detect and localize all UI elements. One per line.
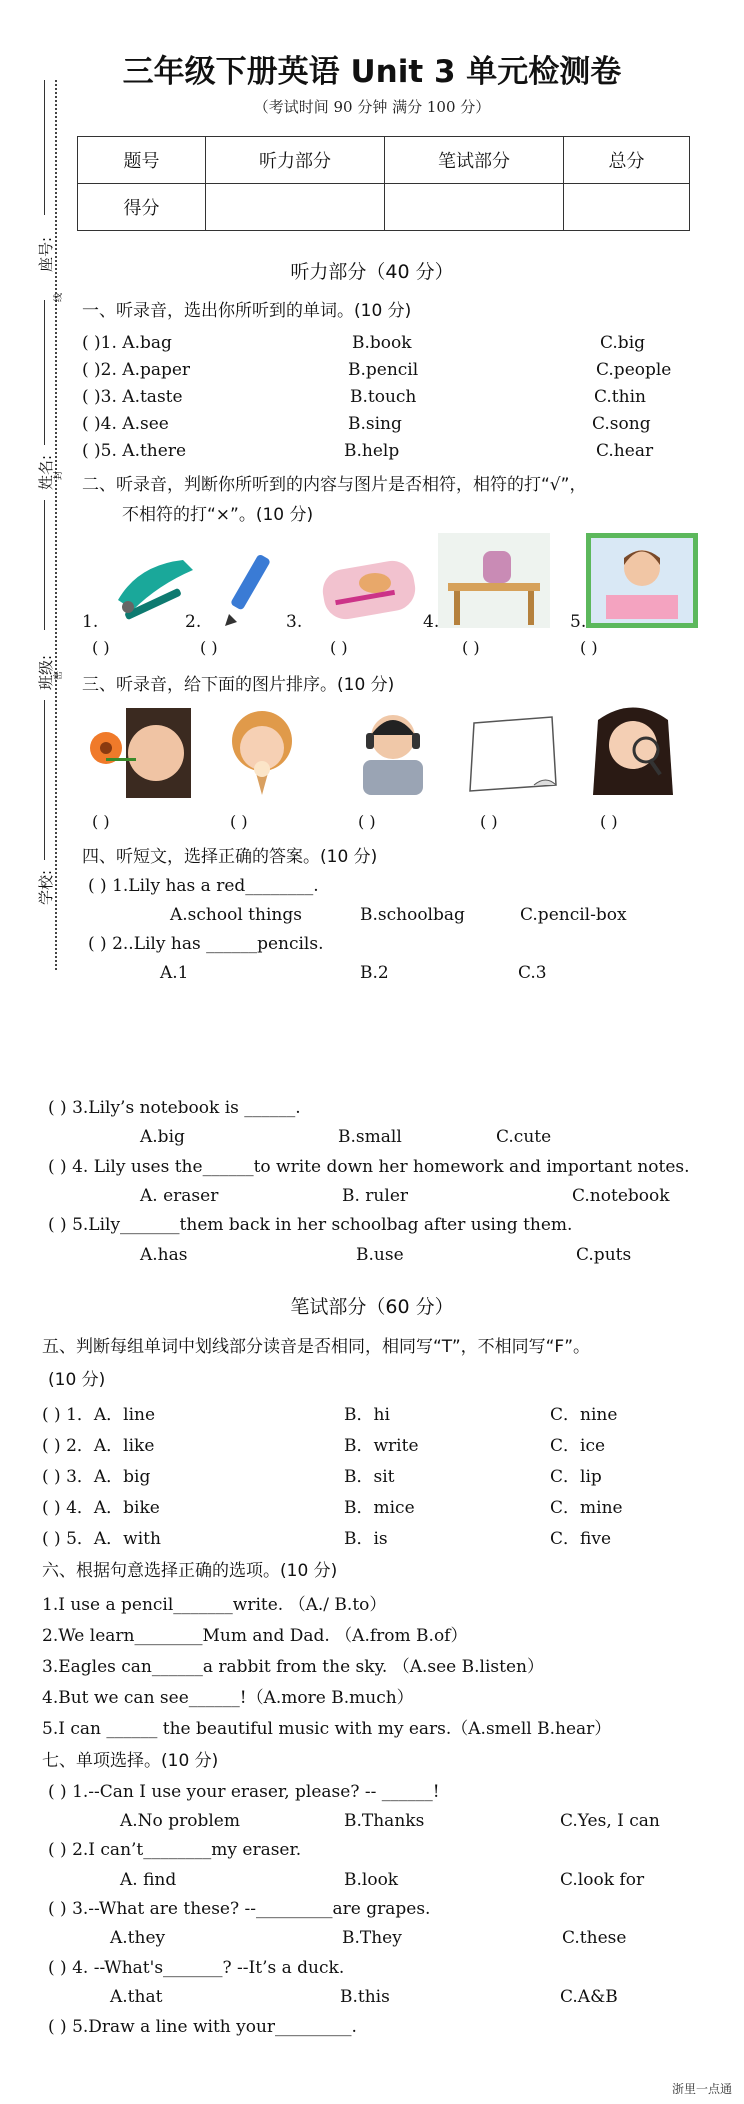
s3-answer-4[interactable]: ( ) — [480, 812, 498, 831]
table-row-label: 得分 — [78, 184, 206, 231]
s1-q5-b: B.help — [344, 441, 400, 461]
s2-num-4: 4. — [423, 612, 440, 632]
s5-row-1-c: C．nine — [550, 1405, 618, 1425]
s7-q4-c: C.A&B — [560, 1987, 618, 2007]
s5-row-5-b: B．is — [344, 1529, 388, 1549]
s5-row-5-c: C．five — [550, 1529, 612, 1549]
blank-paper-picture — [464, 715, 559, 795]
section-5-title: 五、判断每组单词中划线部分读音是否相同，相同写“T”，不相同写“F”。 — [42, 1337, 591, 1357]
s1-q3-c: C.thin — [594, 387, 646, 407]
s4-q3-b: B.small — [338, 1127, 402, 1147]
s4-q5-c: C.puts — [576, 1245, 632, 1265]
listening-headphones-picture — [338, 705, 448, 800]
s5-row-3-c: C．lip — [550, 1467, 602, 1487]
s5-row-2-c: C．ice — [550, 1436, 606, 1456]
section-4-title: 四、听短文，选择正确的答案。(10 分) — [82, 847, 378, 867]
score-cell[interactable] — [564, 184, 690, 231]
s3-answer-2[interactable]: ( ) — [230, 812, 248, 831]
listening-heading: 听力部分（40 分） — [290, 261, 454, 283]
s4-q5-b: B.use — [356, 1245, 404, 1265]
school-rule — [44, 700, 45, 860]
s5-row-4-b: B．mice — [344, 1498, 415, 1518]
section-1-title: 一、听录音，选出你所听到的单词。(10 分) — [82, 301, 412, 321]
s2-num-5: 5. — [570, 612, 587, 632]
score-table — [77, 136, 690, 231]
s5-row-4-c: C．mine — [550, 1498, 623, 1518]
s1-q1-b: B.book — [352, 333, 412, 353]
page-title: 三年级下册英语 Unit 3 单元检测卷 — [122, 54, 622, 90]
s7-q4: ( ) 4. --What's_______? --It’s a duck. — [48, 1958, 345, 1978]
s4-q3-c: C.cute — [496, 1127, 552, 1147]
s4-q4-b: B. ruler — [342, 1186, 408, 1206]
s4-q4-c: C.notebook — [572, 1186, 670, 1206]
s2-answer-4[interactable]: ( ) — [462, 638, 480, 657]
table-header-cell: 听力部分 — [206, 137, 385, 184]
s6-item-2: 2.We learn________Mum and Dad. （A.from B.of） — [42, 1626, 468, 1646]
s1-q2: ( )2. A.paper — [82, 360, 191, 380]
s2-answer-1[interactable]: ( ) — [92, 638, 110, 657]
s2-num-1: 1. — [82, 612, 99, 632]
score-cell[interactable] — [206, 184, 385, 231]
score-cell[interactable] — [385, 184, 564, 231]
s6-item-3: 3.Eagles can______a rabbit from the sky. （A.see B.listen） — [42, 1657, 544, 1677]
s5-row-5-a: ( ) 5．A．with — [42, 1529, 161, 1549]
s7-q1-b: B.Thanks — [344, 1811, 425, 1831]
s7-q2-c: C.look for — [560, 1870, 645, 1890]
s5-row-2-a: ( ) 2．A．like — [42, 1436, 155, 1456]
s7-q4-b: B.this — [340, 1987, 390, 2007]
s5-row-3-b: B．sit — [344, 1467, 395, 1487]
s3-answer-5[interactable]: ( ) — [600, 812, 618, 831]
s1-q2-c: C.people — [596, 360, 672, 380]
s1-q5: ( )5. A.there — [82, 441, 187, 461]
s4-q1-c: C.pencil-box — [520, 905, 627, 925]
s7-q2-b: B.look — [344, 1870, 399, 1890]
s4-q1: ( ) 1.Lily has a red________. — [88, 876, 319, 896]
section-2-title-cont: 不相符的打“×”。(10 分) — [122, 505, 314, 525]
s1-q3: ( )3. A.taste — [82, 387, 183, 407]
s7-q3-a: A.they — [110, 1928, 166, 1948]
s4-q4-a: A. eraser — [140, 1186, 219, 1206]
pencil-box-picture — [315, 545, 425, 630]
desk-with-bag-picture — [438, 533, 550, 628]
s1-q4-b: B.sing — [348, 414, 402, 434]
s6-item-5: 5.I can ______ the beautiful music with my ears.（A.smell B.hear） — [42, 1719, 612, 1739]
section-6-title: 六、根据句意选择正确的选项。(10 分) — [42, 1561, 338, 1581]
s1-q1-c: C.big — [600, 333, 646, 353]
section-5-title-cont: (10 分) — [48, 1370, 106, 1390]
s6-item-4: 4.But we can see______!（A.more B.much） — [42, 1688, 414, 1708]
s7-q1-c: C.Yes, I can — [560, 1811, 660, 1831]
eating-icecream-picture — [212, 703, 312, 798]
school-label: 学校: — [37, 869, 55, 905]
s4-q1-b: B.schoolbag — [360, 905, 465, 925]
s4-q5: ( ) 5.Lily_______them back in her schoolbag after using them. — [48, 1215, 573, 1235]
s7-q3: ( ) 3.--What are these? --_________are grapes. — [48, 1899, 431, 1919]
s7-q3-c: C.these — [562, 1928, 627, 1948]
s4-q1-a: A.school things — [170, 905, 302, 925]
s7-q1: ( ) 1.--Can I use your eraser, please? -- ______! — [48, 1782, 440, 1802]
class-label: 班级: — [37, 654, 55, 690]
s7-q2: ( ) 2.I can’t________my eraser. — [48, 1840, 302, 1860]
s1-q2-b: B.pencil — [348, 360, 419, 380]
s5-row-3-a: ( ) 3．A．big — [42, 1467, 151, 1487]
s7-q1-a: A.No problem — [120, 1811, 240, 1831]
s5-row-2-b: B．write — [344, 1436, 419, 1456]
s4-q2: ( ) 2..Lily has ______pencils. — [88, 934, 324, 954]
exam-info: （考试时间 90 分钟 满分 100 分） — [253, 98, 491, 116]
smelling-flower-picture — [86, 708, 191, 798]
table-header-cell: 总分 — [564, 137, 690, 184]
table-row — [78, 184, 690, 231]
class-rule — [44, 500, 45, 630]
table-row — [78, 137, 690, 184]
s7-q5: ( ) 5.Draw a line with your_________. — [48, 2017, 357, 2037]
table-header-cell: 题号 — [78, 137, 206, 184]
secret-mark: 密 — [54, 670, 64, 680]
s4-q2-c: C.3 — [518, 963, 547, 983]
writing-heading: 笔试部分（60 分） — [290, 1296, 454, 1318]
s5-row-4-a: ( ) 4．A．bike — [42, 1498, 160, 1518]
s5-row-1-a: ( ) 1．A．line — [42, 1405, 156, 1425]
s2-num-2: 2. — [185, 612, 202, 632]
s6-item-1: 1.I use a pencil_______write. （A./ B.to） — [42, 1595, 387, 1615]
girl-at-desk-picture — [586, 533, 698, 628]
s4-q4: ( ) 4. Lily uses the______to write down her homework and important notes. — [48, 1157, 690, 1177]
pen-picture — [215, 548, 285, 628]
section-7-title: 七、单项选择。(10 分) — [42, 1751, 219, 1771]
s2-answer-3[interactable]: ( ) — [330, 638, 348, 657]
s1-q1: ( )1. A.bag — [82, 333, 172, 353]
s4-q5-a: A.has — [140, 1245, 188, 1265]
name-label: 姓名: — [37, 454, 55, 490]
s5-row-1-b: B．hi — [344, 1405, 390, 1425]
section-2-title: 二、听录音，判断你所听到的内容与图片是否相符，相符的打“√”， — [82, 475, 587, 495]
name-rule — [44, 300, 45, 445]
s1-q3-b: B.touch — [350, 387, 417, 407]
s2-answer-2[interactable]: ( ) — [200, 638, 218, 657]
line-mark: 线 — [54, 292, 64, 302]
s7-q4-a: A.that — [110, 1987, 163, 2007]
s4-q3: ( ) 3.Lily’s notebook is ______. — [48, 1098, 301, 1118]
s1-q4: ( )4. A.see — [82, 414, 169, 434]
section-3-title: 三、听录音，给下面的图片排序。(10 分) — [82, 675, 395, 695]
s4-q2-b: B.2 — [360, 963, 389, 983]
s7-q3-b: B.They — [342, 1928, 402, 1948]
s7-q2-a: A. find — [120, 1870, 177, 1890]
seat-label: 座号: — [37, 236, 55, 272]
magnifying-girl-picture — [578, 700, 688, 800]
s3-answer-3[interactable]: ( ) — [358, 812, 376, 831]
s2-answer-5[interactable]: ( ) — [580, 638, 598, 657]
s4-q2-a: A.1 — [160, 963, 189, 983]
s1-q5-c: C.hear — [596, 441, 654, 461]
s1-q4-c: C.song — [592, 414, 651, 434]
s2-num-3: 3. — [286, 612, 303, 632]
s4-q3-a: A.big — [140, 1127, 185, 1147]
watermark: 浙里一点通 — [671, 2082, 732, 2096]
table-header-cell: 笔试部分 — [385, 137, 564, 184]
s3-answer-1[interactable]: ( ) — [92, 812, 110, 831]
binding-dotted-line — [55, 80, 57, 970]
seal-mark: 封 — [54, 470, 64, 480]
